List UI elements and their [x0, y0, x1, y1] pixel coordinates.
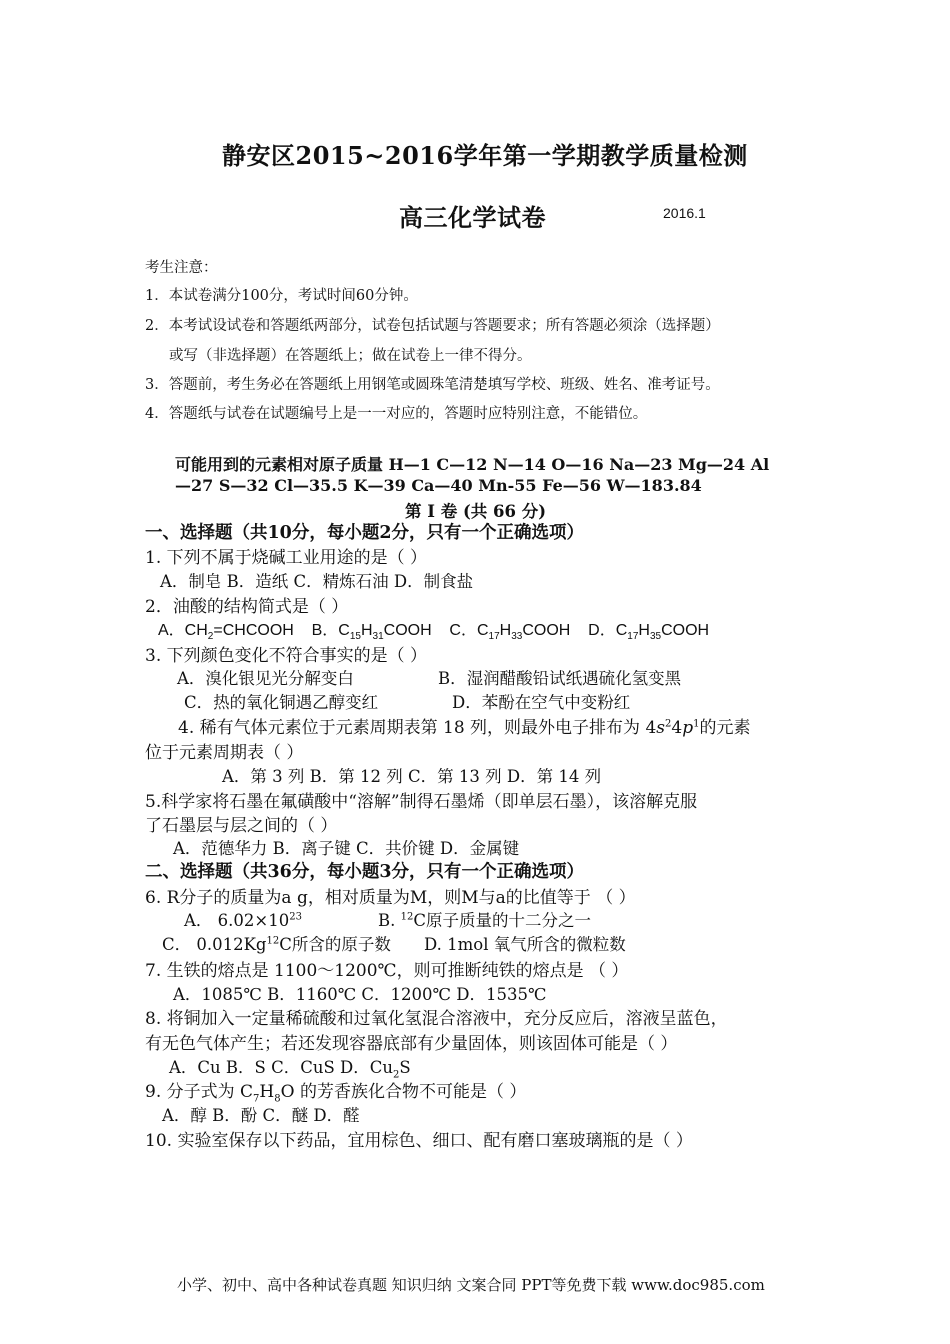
- section-one-heading: 一、选择题（共10分，每小题2分，只有一个正确选项）: [145, 523, 585, 543]
- question-9-stem: 9. 分子式为 $C_7H_8O$ 的芳香族化合物不可能是（ ）: [145, 1082, 527, 1105]
- question-6-option-c: C． 0.012Kg$^{12}$C所含的原子数: [162, 935, 391, 954]
- question-3-option-c: C．热的氧化铜遇乙醇变红: [184, 693, 379, 712]
- question-10-stem: 10. 实验室保存以下药品，宜用棕色、细口、配有磨口塞玻璃瓶的是（ ）: [145, 1131, 693, 1151]
- question-9-options: A．醇 B．酚 C．醚 D．醛: [162, 1106, 360, 1125]
- question-3-option-d: D．苯酚在空气中变粉红: [452, 693, 631, 712]
- question-1-stem: 1. 下列不属于烧碱工业用途的是（ ）: [145, 548, 428, 568]
- notice-item-2: 2．本考试设试卷和答题纸两部分，试卷包括试题与答题要求；所有答题必须涂（选择题）: [145, 318, 720, 334]
- question-4-stem: 4. 稀有气体元素位于元素周期表第 18 列，则最外电子排布为 $4s^24p^1$的元素: [178, 718, 751, 738]
- notice-item-4: 4．答题纸与试卷在试题编号上是一一对应的，答题时应特别注意，不能错位。: [145, 406, 648, 422]
- notice-item-3: 3．答题前，考生务必在答题纸上用钢笔或圆珠笔清楚填写学校、班级、姓名、准考证号。: [145, 377, 720, 393]
- notice-heading: 考生注意：: [145, 260, 218, 276]
- notice-item-1: 1．本试卷满分100分，考试时间60分钟。: [145, 288, 418, 304]
- part-one-heading: 第 I 卷 (共 66 分): [405, 502, 547, 521]
- question-2-options: A．$CH_2=CHCOOH$ B．$C_{15}H_{31}COOH$ C．$C_{17}H_{33}COOH$ D．$C_{17}H_{35}COOH$: [158, 622, 710, 643]
- question-3-option-a: A．溴化银见光分解变白: [177, 669, 354, 688]
- question-7-stem: 7. 生铁的熔点是 1100～1200℃，则可推断纯铁的熔点是 （ ）: [145, 961, 629, 981]
- question-8-stem: 8. 将铜加入一定量稀硫酸和过氧化氢混合溶液中，充分反应后，溶液呈蓝色，: [145, 1009, 728, 1029]
- question-5-stem: 5.科学家将石墨在氟磺酸中“溶解”制得石墨烯（即单层石墨），该溶解克服: [145, 792, 698, 812]
- question-6-option-d: D. 1mol 氧气所含的微粒数: [424, 935, 626, 954]
- question-5-stem-cont: 了石墨层与层之间的（ ）: [145, 816, 338, 836]
- exam-title: 静安区2015~2016学年第一学期教学质量检测: [222, 141, 748, 170]
- atomic-masses-line-2: —27 S—32 Cl—35.5 K—39 Ca—40 Mn-55 Fe—56 W—183.84: [175, 476, 702, 495]
- notice-item-2-cont: 或写（非选择题）在答题纸上；做在试卷上一律不得分。: [169, 348, 532, 364]
- question-8-stem-cont: 有无色气体产生；若还发现容器底部有少量固体，则该固体可能是（ ）: [145, 1034, 678, 1054]
- section-two-heading: 二、选择题（共36分，每小题3分，只有一个正确选项）: [145, 862, 585, 882]
- question-4-stem-cont: 位于元素周期表（ ）: [145, 743, 304, 763]
- question-4-options: A．第 3 列 B．第 12 列 C．第 13 列 D．第 14 列: [222, 767, 602, 786]
- question-3-stem: 3. 下列颜色变化不符合事实的是（ ）: [145, 646, 428, 666]
- question-8-options: A．Cu B．S C．CuS D．$Cu_2S$: [169, 1058, 411, 1081]
- question-5-options: A．范德华力 B．离子键 C．共价键 D．金属键: [173, 839, 520, 858]
- question-2-stem: 2．油酸的结构简式是（ ）: [145, 597, 349, 617]
- page-footer: 小学、初中、高中各种试卷真题 知识归纳 文案合同 PPT等免费下载 www.doc985.com: [177, 1276, 765, 1294]
- question-6-stem: 6. R分子的质量为a g，相对质量为M，则M与a的比值等于 （ ）: [145, 888, 636, 908]
- question-6-option-b: B. $^{12}$C原子质量的十二分之一: [378, 911, 591, 930]
- exam-subtitle: 高三化学试卷: [399, 203, 546, 232]
- atomic-masses-line-1: 可能用到的元素相对原子质量 H—1 C—12 N—14 O—16 Na—23 Mg—24 Al: [175, 455, 770, 474]
- exam-date: 2016.1: [663, 205, 706, 221]
- question-3-option-b: B．湿润醋酸铅试纸遇硫化氢变黑: [438, 669, 682, 688]
- question-1-options: A．制皂 B．造纸 C．精炼石油 D．制食盐: [160, 572, 474, 591]
- question-6-option-a: A． $6.02\times 10^{23}$: [184, 911, 302, 930]
- question-7-options: A．1085℃ B．1160℃ C．1200℃ D．1535℃: [173, 985, 547, 1004]
